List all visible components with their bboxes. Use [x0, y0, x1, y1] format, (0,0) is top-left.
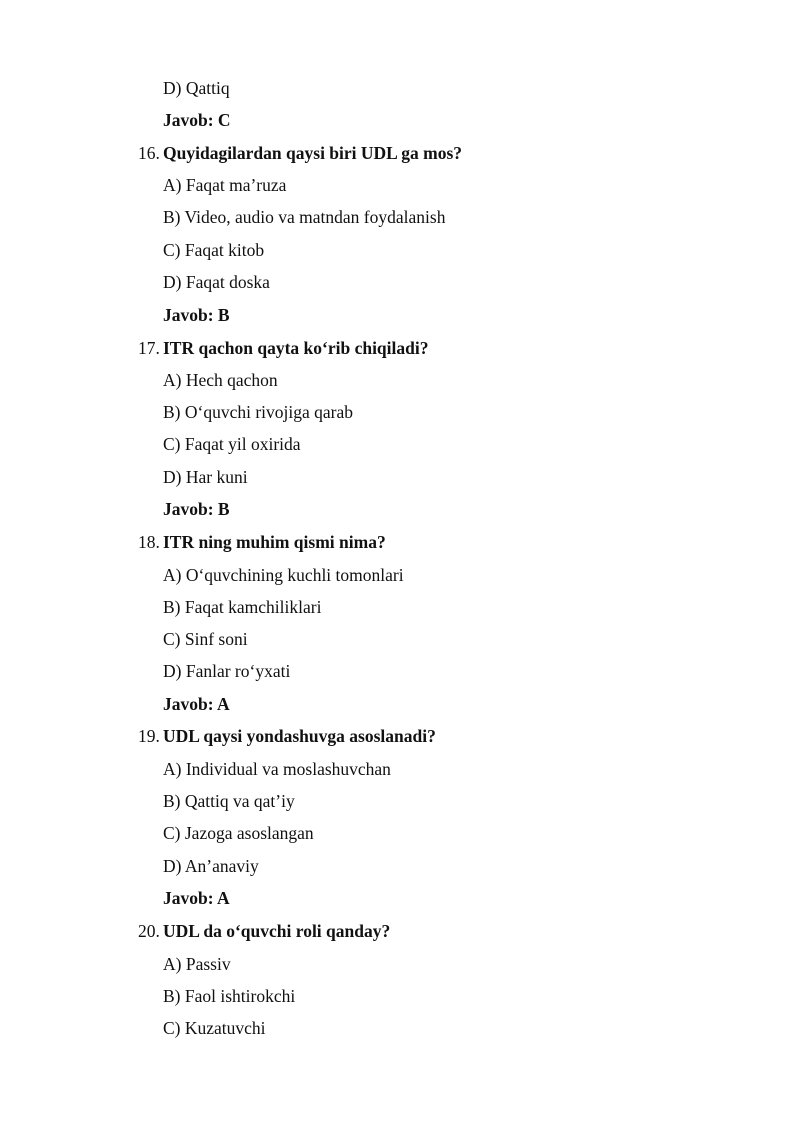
- answer-line: Javob: C: [163, 110, 231, 130]
- question-number: 18.: [138, 532, 160, 552]
- option-a: A) Individual va moslashuvchan: [163, 759, 391, 779]
- option-b: B) Video, audio va matndan foydalanish: [163, 207, 446, 227]
- answer-line: Javob: B: [163, 305, 230, 325]
- option-d: D) Fanlar ro‘yxati: [163, 661, 291, 681]
- question-text: UDL qaysi yondashuvga asoslanadi?: [163, 726, 436, 746]
- question-17: [138, 336, 428, 360]
- option-a: A) O‘quvchining kuchli tomonlari: [163, 565, 404, 585]
- option-d: D) Qattiq: [163, 78, 230, 98]
- question-number: 20.: [138, 921, 160, 941]
- option-c: C) Jazoga asoslangan: [163, 823, 314, 843]
- question-16: [138, 141, 462, 165]
- option-a: A) Hech qachon: [163, 370, 278, 390]
- question-text: ITR qachon qayta ko‘rib chiqiladi?: [163, 338, 429, 358]
- answer-line: Javob: A: [163, 694, 230, 714]
- question-19: [138, 724, 436, 748]
- option-c: C) Kuzatuvchi: [163, 1018, 266, 1038]
- option-b: B) O‘quvchi rivojiga qarab: [163, 402, 354, 422]
- answer-line: Javob: A: [163, 888, 230, 908]
- question-18: [138, 530, 386, 554]
- option-c: C) Sinf soni: [163, 629, 248, 649]
- question-number: 17.: [138, 338, 160, 358]
- question-text: UDL da o‘quvchi roli qanday?: [163, 921, 391, 941]
- question-text: ITR ning muhim qismi nima?: [163, 532, 386, 552]
- option-d: D) Faqat doska: [163, 272, 270, 292]
- option-b: B) Faqat kamchiliklari: [163, 597, 322, 617]
- answer-line: Javob: B: [163, 499, 230, 519]
- option-c: C) Faqat kitob: [163, 240, 265, 260]
- option-d: D) Har kuni: [163, 467, 248, 487]
- question-number: 16.: [138, 143, 160, 163]
- option-b: B) Qattiq va qat’iy: [163, 791, 295, 811]
- option-a: A) Faqat ma’ruza: [163, 175, 287, 195]
- question-text: Quyidagilardan qaysi biri UDL ga mos?: [163, 143, 463, 163]
- question-20: [138, 919, 390, 943]
- option-d: D) An’anaviy: [163, 856, 259, 876]
- option-b: B) Faol ishtirokchi: [163, 986, 296, 1006]
- option-a: A) Passiv: [163, 954, 231, 974]
- option-c: C) Faqat yil oxirida: [163, 434, 301, 454]
- question-number: 19.: [138, 726, 160, 746]
